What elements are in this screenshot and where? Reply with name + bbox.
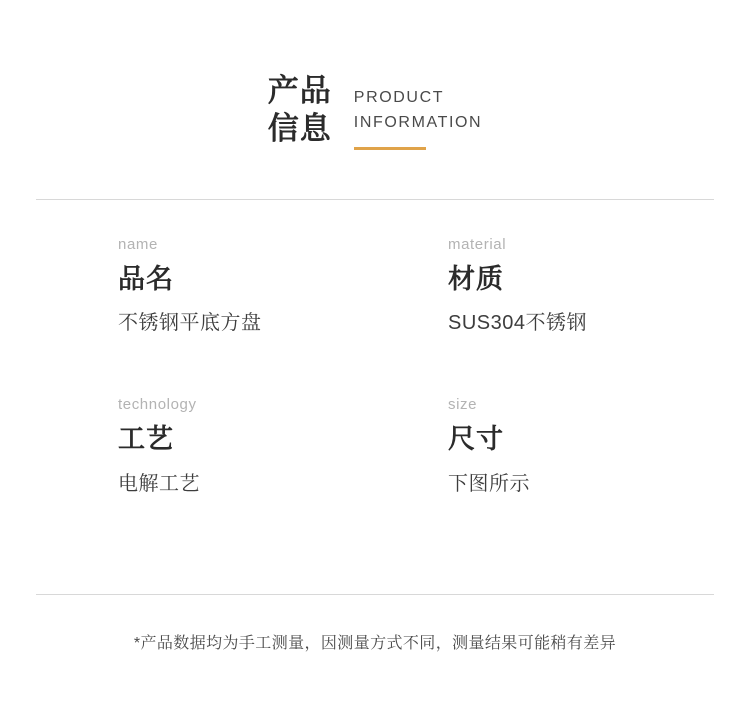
page-header [0,0,750,150]
spec-item-name [118,236,448,336]
page-title-cn-line1: 产品 [267,73,332,108]
spec-label-en: material [448,236,507,253]
page-title-en [354,72,482,150]
spec-item-technology [118,396,448,496]
spec-label-en: size [448,396,478,414]
spec-label-en: technology [118,396,197,414]
spec-label-cn: 工艺 [118,424,174,455]
spec-label-en: name [118,236,158,253]
page-title-en-line1: PRODUCT [353,89,445,106]
divider-bottom [36,594,714,595]
title-accent-rule [354,147,426,150]
spec-label-cn: 品名 [118,264,174,294]
spec-value: 下图所示 [448,472,530,495]
measurement-footnote: *产品数据均为手工测量，因测量方式不同，测量结果可能稍有差异 [133,635,617,652]
spec-value: SUS304不锈钢 [448,312,587,335]
divider-top [36,199,714,200]
page-title-en-line2: INFORMATION [353,113,483,131]
spec-item-size [448,396,690,496]
spec-grid [118,236,690,497]
spec-item-material [448,236,690,336]
spec-value: 不锈钢平底方盘 [118,312,262,335]
page-title-cn [268,72,332,148]
spec-label-cn: 尺寸 [448,424,504,455]
page-title-cn-line2: 信息 [267,110,332,146]
spec-label-cn: 材质 [448,264,504,294]
spec-value: 电解工艺 [118,472,200,495]
